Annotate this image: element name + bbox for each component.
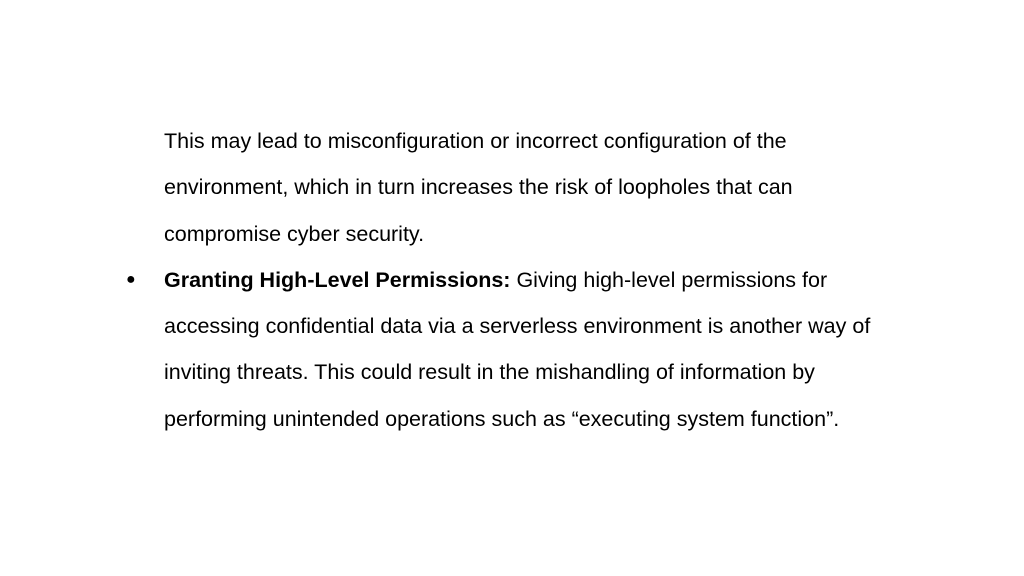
bullet-text-start: Giving high-level permissions for [510, 267, 828, 292]
bullet-marker: ● [126, 270, 136, 288]
text-line: inviting threats. This could result in the mishandling of information by [164, 360, 815, 385]
bullet-item-permissions [126, 257, 1014, 442]
text-line: environment, which in turn increases the risk of loopholes that can [164, 175, 793, 200]
body-text [126, 118, 1014, 442]
text-line [164, 257, 1014, 303]
text-line: compromise cyber security. [164, 221, 425, 246]
text-line: This may lead to misconfiguration or incorrect configuration of the [164, 129, 787, 153]
continuation-paragraph [164, 118, 1014, 257]
text-line: accessing confidential data via a serverless environment is another way of [164, 314, 871, 339]
text-line: performing unintended operations such as “executing system function”. [164, 406, 840, 431]
bullet-heading: Granting High-Level Permissions: [164, 267, 511, 292]
